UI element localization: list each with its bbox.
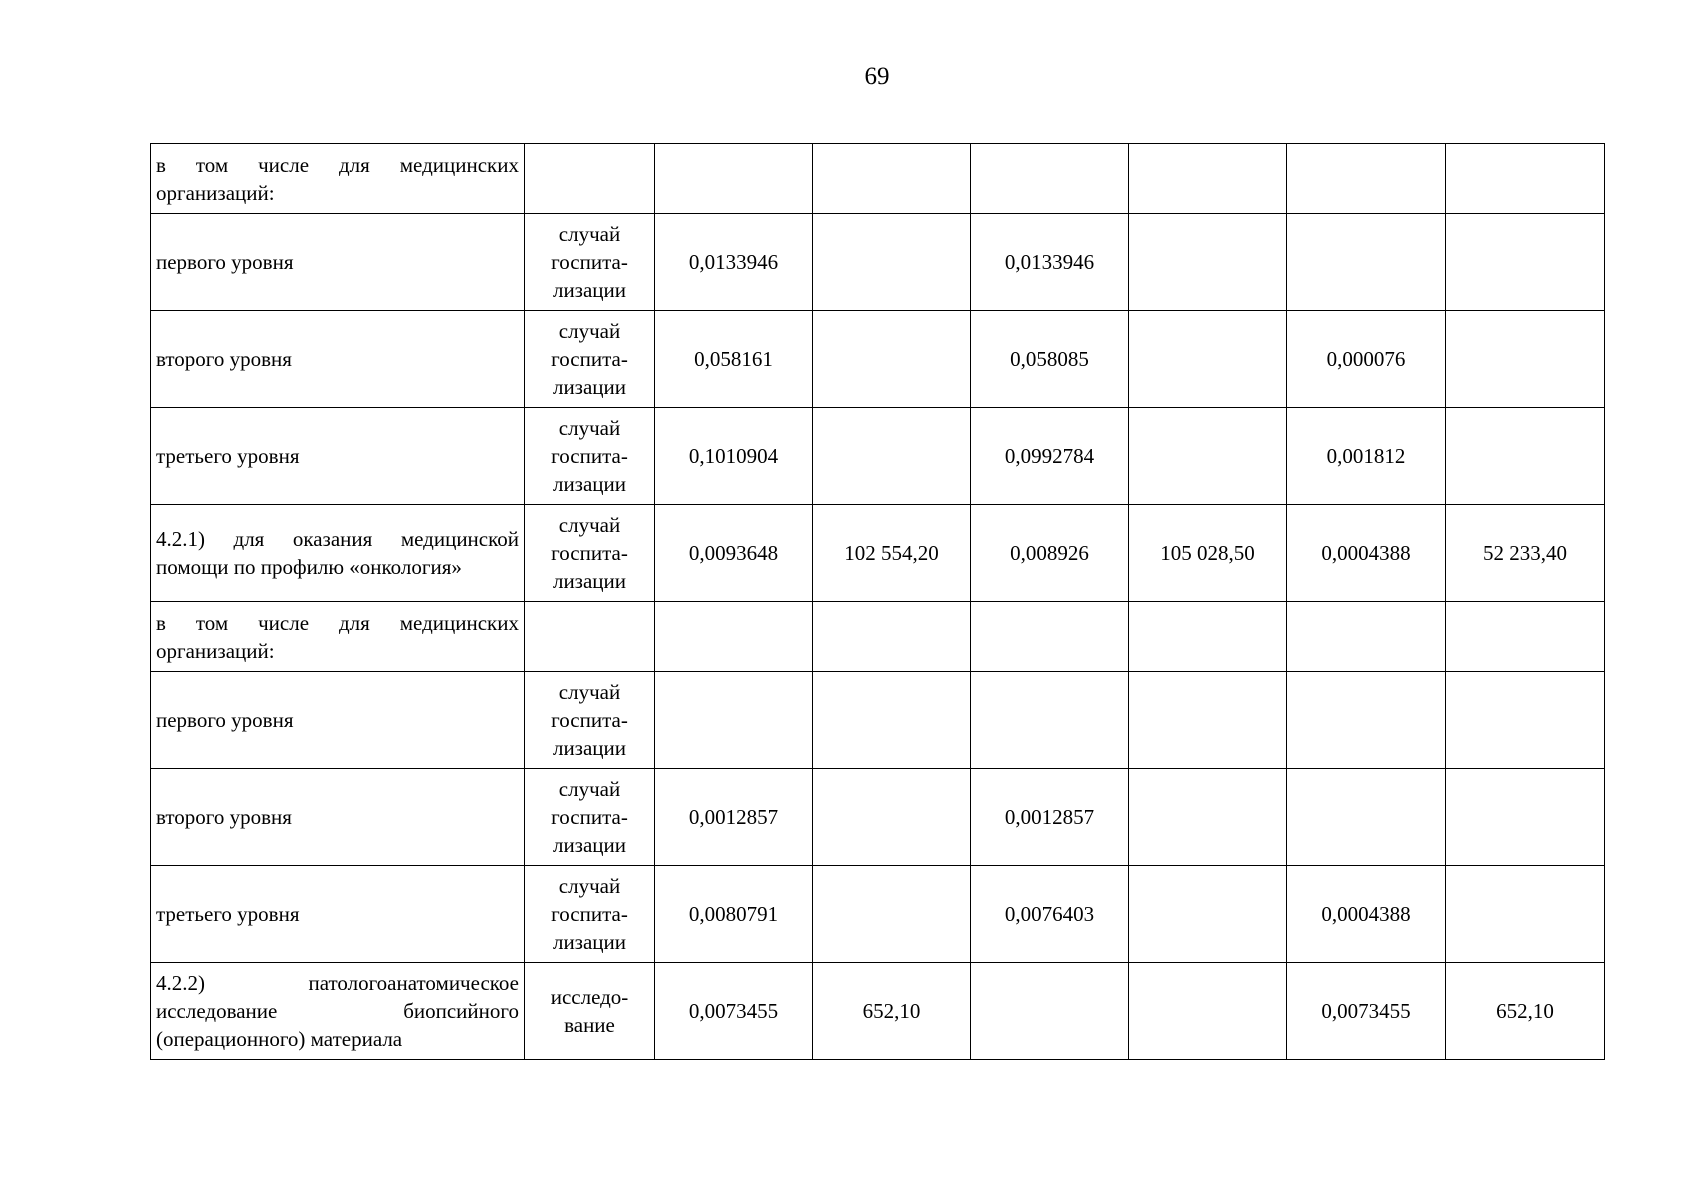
cell-value (1129, 769, 1287, 866)
row-unit: исследо-вание (525, 963, 655, 1060)
row-unit (525, 602, 655, 672)
cell-value: 0,000076 (1287, 311, 1446, 408)
row-name: первого уровня (151, 214, 525, 311)
row-name: в том числе для медицинских организаций: (151, 144, 525, 214)
cell-value: 105 028,50 (1129, 505, 1287, 602)
row-unit: случай госпита-лизации (525, 769, 655, 866)
row-name: второго уровня (151, 769, 525, 866)
cell-value (813, 602, 971, 672)
row-unit: случай госпита-лизации (525, 672, 655, 769)
cell-value (1446, 672, 1605, 769)
cell-value: 0,0004388 (1287, 505, 1446, 602)
cell-value: 0,0093648 (655, 505, 813, 602)
cell-value (1129, 311, 1287, 408)
cell-value: 0,0073455 (1287, 963, 1446, 1060)
cell-value (813, 311, 971, 408)
row-unit (525, 144, 655, 214)
cell-value (971, 672, 1129, 769)
cell-value (1287, 769, 1446, 866)
cell-value: 0,001812 (1287, 408, 1446, 505)
row-unit: случай госпита-лизации (525, 866, 655, 963)
row-name: третьего уровня (151, 866, 525, 963)
row-name: третьего уровня (151, 408, 525, 505)
cell-value (1446, 408, 1605, 505)
cell-value (1287, 144, 1446, 214)
cell-value (971, 602, 1129, 672)
table-row (151, 408, 1605, 505)
cell-value: 102 554,20 (813, 505, 971, 602)
cell-value (813, 866, 971, 963)
cell-value (813, 214, 971, 311)
cell-value (971, 144, 1129, 214)
cell-value (1446, 214, 1605, 311)
cell-value (655, 144, 813, 214)
row-name: 4.2.1) для оказания медицинской помощи по профилю «онкология» (151, 505, 525, 602)
cell-value (1446, 144, 1605, 214)
cell-value (1287, 214, 1446, 311)
table-row (151, 214, 1605, 311)
cell-value: 0,0080791 (655, 866, 813, 963)
cell-value: 0,058161 (655, 311, 813, 408)
data-table (150, 143, 1605, 1060)
cell-value: 0,0133946 (971, 214, 1129, 311)
cell-value: 52 233,40 (1446, 505, 1605, 602)
cell-value (1129, 672, 1287, 769)
table-row (151, 963, 1605, 1060)
cell-value (1129, 602, 1287, 672)
cell-value: 652,10 (1446, 963, 1605, 1060)
cell-value (1446, 311, 1605, 408)
cell-value (1129, 866, 1287, 963)
cell-value: 0,0073455 (655, 963, 813, 1060)
cell-value: 0,0012857 (655, 769, 813, 866)
row-unit: случай госпита-лизации (525, 214, 655, 311)
cell-value (813, 769, 971, 866)
cell-value: 0,058085 (971, 311, 1129, 408)
cell-value: 0,0133946 (655, 214, 813, 311)
page-number: 69 (864, 63, 890, 90)
table-row (151, 769, 1605, 866)
table-row (151, 311, 1605, 408)
cell-value (813, 672, 971, 769)
table-row (151, 505, 1605, 602)
cell-value: 0,0012857 (971, 769, 1129, 866)
cell-value (1446, 769, 1605, 866)
table-row (151, 602, 1605, 672)
row-unit: случай госпита-лизации (525, 505, 655, 602)
cell-value (1287, 672, 1446, 769)
cell-value: 0,0004388 (1287, 866, 1446, 963)
table-row (151, 144, 1605, 214)
cell-value (813, 408, 971, 505)
cell-value: 0,008926 (971, 505, 1129, 602)
row-name: в том числе для медицинских организаций: (151, 602, 525, 672)
row-name: первого уровня (151, 672, 525, 769)
table-row (151, 672, 1605, 769)
cell-value (655, 602, 813, 672)
cell-value (1129, 214, 1287, 311)
cell-value (1287, 602, 1446, 672)
cell-value: 0,0076403 (971, 866, 1129, 963)
cell-value (1129, 408, 1287, 505)
row-unit: случай госпита-лизации (525, 408, 655, 505)
row-unit: случай госпита-лизации (525, 311, 655, 408)
cell-value: 652,10 (813, 963, 971, 1060)
cell-value (655, 672, 813, 769)
row-name: второго уровня (151, 311, 525, 408)
cell-value (1446, 866, 1605, 963)
table-row (151, 866, 1605, 963)
cell-value (1446, 602, 1605, 672)
cell-value (1129, 963, 1287, 1060)
row-name: 4.2.2) патологоанатомическое исследование биопсийного (операционного) материала (151, 963, 525, 1060)
cell-value (1129, 144, 1287, 214)
cell-value (813, 144, 971, 214)
cell-value: 0,1010904 (655, 408, 813, 505)
cell-value: 0,0992784 (971, 408, 1129, 505)
cell-value (971, 963, 1129, 1060)
